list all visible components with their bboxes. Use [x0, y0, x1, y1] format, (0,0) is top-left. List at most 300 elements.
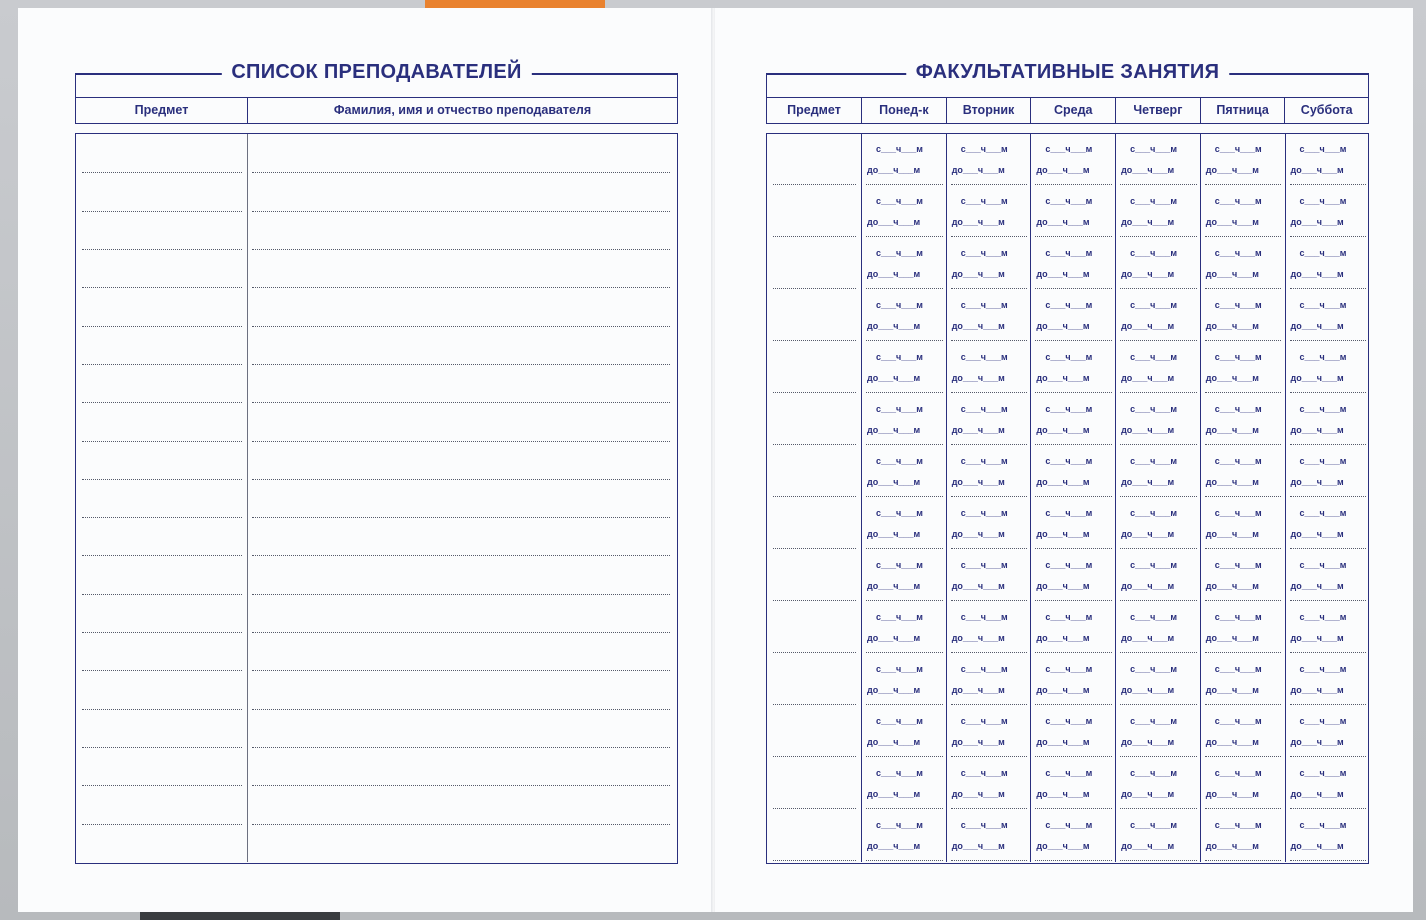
time-to-slot: до___ч___м [951, 165, 1005, 175]
time-from-slot: с___ч___м [1045, 144, 1093, 154]
time-from-slot: с___ч___м [876, 352, 923, 362]
time-to-slot: до___ч___м [1036, 373, 1090, 383]
time-from-slot: с___ч___м [1299, 352, 1347, 362]
time-from-slot: с___ч___м [1299, 820, 1347, 830]
slot-separator-line [1035, 808, 1112, 809]
time-to-slot: до___ч___м [1121, 425, 1175, 435]
page-title: СПИСОК ПРЕПОДАВАТЕЛЕЙ [221, 61, 531, 84]
time-from-slot: с___ч___м [1214, 456, 1262, 466]
time-to-slot: до___ч___м [1290, 477, 1344, 487]
time-from-slot: с___ч___м [960, 508, 1008, 518]
slot-separator-line [866, 756, 943, 757]
slot-separator-line [866, 444, 943, 445]
time-from-slot: с___ч___м [1214, 768, 1262, 778]
time-from-slot: с___ч___м [1130, 768, 1178, 778]
time-to-slot: до___ч___м [951, 581, 1005, 591]
time-from-slot: с___ч___м [1214, 404, 1262, 414]
time-from-slot: с___ч___м [1299, 768, 1347, 778]
time-to-slot: до___ч___м [951, 321, 1005, 331]
subject-write-line [82, 441, 242, 442]
time-to-slot: до___ч___м [867, 789, 921, 799]
time-to-slot: до___ч___м [951, 737, 1005, 747]
time-from-slot: с___ч___м [1130, 456, 1178, 466]
time-from-slot: с___ч___м [876, 664, 923, 674]
time-to-slot: до___ч___м [1036, 581, 1090, 591]
slot-separator-line [1290, 444, 1367, 445]
slot-separator-line [1205, 236, 1282, 237]
slot-separator-line [1290, 236, 1367, 237]
slot-separator-line [951, 808, 1028, 809]
subject-write-line [82, 709, 242, 710]
time-to-slot: до___ч___м [1205, 425, 1259, 435]
header-day-fri: Пятница [1201, 97, 1286, 123]
time-from-slot: с___ч___м [1130, 716, 1178, 726]
slot-separator-line [951, 548, 1028, 549]
time-from-slot: с___ч___м [1214, 352, 1262, 362]
time-from-slot: с___ч___м [1045, 196, 1093, 206]
time-to-slot: до___ч___м [1290, 529, 1344, 539]
slot-separator-line [951, 184, 1028, 185]
slot-separator-line [1120, 184, 1197, 185]
time-to-slot: до___ч___м [951, 633, 1005, 643]
subject-write-line [773, 236, 856, 237]
time-to-slot: до___ч___м [867, 165, 921, 175]
time-from-slot: с___ч___м [960, 716, 1008, 726]
slot-separator-line [1290, 756, 1367, 757]
time-from-slot: с___ч___м [1045, 612, 1093, 622]
time-to-slot: до___ч___м [1121, 633, 1175, 643]
slot-separator-line [1290, 392, 1367, 393]
slot-separator-line [1205, 704, 1282, 705]
header-top-rule [75, 97, 678, 98]
time-to-slot: до___ч___м [1036, 789, 1090, 799]
time-from-slot: с___ч___м [1045, 716, 1093, 726]
slot-separator-line [1290, 808, 1367, 809]
time-to-slot: до___ч___м [1290, 321, 1344, 331]
time-from-slot: с___ч___м [876, 508, 923, 518]
subject-write-line [82, 479, 242, 480]
time-to-slot: до___ч___м [1036, 633, 1090, 643]
slot-separator-line [951, 288, 1028, 289]
time-to-slot: до___ч___м [1205, 217, 1259, 227]
subject-write-line [773, 548, 856, 549]
column-divider [247, 134, 248, 862]
time-from-slot: с___ч___м [1045, 300, 1093, 310]
slot-separator-line [1290, 184, 1367, 185]
slot-separator-line [866, 548, 943, 549]
teacher-write-line [252, 785, 670, 786]
time-to-slot: до___ч___м [867, 269, 921, 279]
teacher-write-line [252, 594, 670, 595]
time-to-slot: до___ч___м [1205, 581, 1259, 591]
slot-separator-line [1205, 652, 1282, 653]
time-from-slot: с___ч___м [1214, 508, 1262, 518]
header-subject: Предмет [76, 97, 248, 123]
subject-write-line [773, 808, 856, 809]
time-from-slot: с___ч___м [1045, 248, 1093, 258]
teacher-write-line [252, 747, 670, 748]
teacher-write-line [252, 172, 670, 173]
slot-separator-line [1120, 288, 1197, 289]
time-to-slot: до___ч___м [1290, 633, 1344, 643]
time-from-slot: с___ч___м [1130, 404, 1178, 414]
slot-separator-line [1205, 184, 1282, 185]
time-to-slot: до___ч___м [867, 841, 921, 851]
time-from-slot: с___ч___м [1214, 300, 1262, 310]
slot-separator-line [1205, 340, 1282, 341]
slot-separator-line [1120, 808, 1197, 809]
time-to-slot: до___ч___м [1290, 841, 1344, 851]
time-to-slot: до___ч___м [1205, 477, 1259, 487]
slot-separator-line [1035, 392, 1112, 393]
time-from-slot: с___ч___м [1214, 612, 1262, 622]
time-to-slot: до___ч___м [1290, 269, 1344, 279]
slot-separator-line [951, 236, 1028, 237]
time-from-slot: с___ч___м [1130, 508, 1178, 518]
slot-separator-line [866, 392, 943, 393]
time-from-slot: с___ч___м [960, 664, 1008, 674]
time-to-slot: до___ч___м [867, 633, 921, 643]
time-from-slot: с___ч___м [1045, 664, 1093, 674]
time-to-slot: до___ч___м [1290, 165, 1344, 175]
slot-separator-line [1120, 496, 1197, 497]
time-from-slot: с___ч___м [960, 404, 1008, 414]
time-from-slot: с___ч___м [876, 768, 923, 778]
slot-separator-line [1205, 756, 1282, 757]
subject-write-line [82, 632, 242, 633]
title-frame [75, 73, 678, 97]
slot-separator-line [866, 288, 943, 289]
subject-write-line [773, 496, 856, 497]
slot-separator-line [1035, 600, 1112, 601]
header-day-thu: Четверг [1116, 97, 1201, 123]
electives-table [766, 133, 1369, 864]
time-from-slot: с___ч___м [876, 196, 923, 206]
subject-write-line [82, 824, 242, 825]
time-to-slot: до___ч___м [1121, 165, 1175, 175]
time-from-slot: с___ч___м [1130, 612, 1178, 622]
time-from-slot: с___ч___м [1045, 768, 1093, 778]
slot-separator-line [1035, 756, 1112, 757]
slot-separator-line [951, 756, 1028, 757]
slot-separator-line [1035, 548, 1112, 549]
slot-separator-line [1290, 288, 1367, 289]
subject-write-line [82, 747, 242, 748]
slot-separator-line [951, 496, 1028, 497]
slot-separator-line [866, 808, 943, 809]
slot-separator-line [951, 704, 1028, 705]
time-from-slot: с___ч___м [1299, 716, 1347, 726]
time-to-slot: до___ч___м [867, 373, 921, 383]
time-from-slot: с___ч___м [1130, 352, 1178, 362]
day-column-divider [1030, 134, 1031, 862]
subject-write-line [82, 555, 242, 556]
time-to-slot: до___ч___м [1205, 269, 1259, 279]
slot-separator-line [1290, 860, 1367, 861]
time-from-slot: с___ч___м [1130, 664, 1178, 674]
slot-separator-line [951, 652, 1028, 653]
slot-separator-line [866, 704, 943, 705]
time-from-slot: с___ч___м [1299, 300, 1347, 310]
slot-separator-line [1120, 756, 1197, 757]
slot-separator-line [1035, 860, 1112, 861]
time-from-slot: с___ч___м [1214, 196, 1262, 206]
time-to-slot: до___ч___м [1205, 737, 1259, 747]
time-from-slot: с___ч___м [1299, 508, 1347, 518]
teacher-write-line [252, 824, 670, 825]
time-from-slot: с___ч___м [876, 300, 923, 310]
teachers-table [75, 133, 678, 864]
time-from-slot: с___ч___м [1214, 248, 1262, 258]
time-to-slot: до___ч___м [1036, 217, 1090, 227]
slot-separator-line [1205, 392, 1282, 393]
time-from-slot: с___ч___м [960, 768, 1008, 778]
slot-separator-line [951, 600, 1028, 601]
time-from-slot: с___ч___м [876, 716, 923, 726]
time-to-slot: до___ч___м [1205, 841, 1259, 851]
time-from-slot: с___ч___м [1214, 820, 1262, 830]
slot-separator-line [1290, 600, 1367, 601]
teacher-write-line [252, 632, 670, 633]
time-from-slot: с___ч___м [960, 612, 1008, 622]
header-day-mon: Понед-к [862, 97, 947, 123]
time-from-slot: с___ч___м [1045, 820, 1093, 830]
time-from-slot: с___ч___м [1299, 612, 1347, 622]
time-to-slot: до___ч___м [1290, 789, 1344, 799]
time-to-slot: до___ч___м [1290, 425, 1344, 435]
time-to-slot: до___ч___м [1121, 321, 1175, 331]
teachers-header-row [75, 97, 678, 124]
slot-separator-line [1120, 444, 1197, 445]
time-from-slot: с___ч___м [876, 612, 923, 622]
time-to-slot: до___ч___м [1290, 581, 1344, 591]
slot-separator-line [951, 860, 1028, 861]
time-to-slot: до___ч___м [1036, 841, 1090, 851]
time-from-slot: с___ч___м [1045, 508, 1093, 518]
time-from-slot: с___ч___м [1214, 560, 1262, 570]
time-to-slot: до___ч___м [1036, 737, 1090, 747]
time-to-slot: до___ч___м [867, 529, 921, 539]
header-day-tue: Вторник [947, 97, 1032, 123]
time-to-slot: до___ч___м [1121, 737, 1175, 747]
subject-write-line [773, 600, 856, 601]
title-frame [766, 73, 1369, 97]
teacher-write-line [252, 402, 670, 403]
subject-write-line [82, 402, 242, 403]
time-to-slot: до___ч___м [867, 321, 921, 331]
time-to-slot: до___ч___м [867, 477, 921, 487]
time-to-slot: до___ч___м [1121, 217, 1175, 227]
header-subject: Предмет [767, 97, 862, 123]
subject-write-line [82, 326, 242, 327]
time-to-slot: до___ч___м [1205, 789, 1259, 799]
time-from-slot: с___ч___м [1130, 820, 1178, 830]
subject-write-line [773, 288, 856, 289]
time-to-slot: до___ч___м [1121, 841, 1175, 851]
slot-separator-line [866, 236, 943, 237]
slot-separator-line [1035, 340, 1112, 341]
time-to-slot: до___ч___м [1290, 737, 1344, 747]
teacher-write-line [252, 709, 670, 710]
slot-separator-line [1205, 548, 1282, 549]
time-to-slot: до___ч___м [1036, 529, 1090, 539]
time-to-slot: до___ч___м [1036, 321, 1090, 331]
header-day-wed: Среда [1031, 97, 1116, 123]
time-to-slot: до___ч___м [867, 581, 921, 591]
time-to-slot: до___ч___м [1290, 373, 1344, 383]
time-from-slot: с___ч___м [960, 300, 1008, 310]
subject-write-line [773, 704, 856, 705]
time-from-slot: с___ч___м [1045, 352, 1093, 362]
time-from-slot: с___ч___м [960, 352, 1008, 362]
time-to-slot: до___ч___м [951, 373, 1005, 383]
teacher-write-line [252, 326, 670, 327]
slot-separator-line [1205, 496, 1282, 497]
subject-write-line [82, 172, 242, 173]
time-to-slot: до___ч___м [1036, 165, 1090, 175]
time-from-slot: с___ч___м [1130, 560, 1178, 570]
time-from-slot: с___ч___м [876, 404, 923, 414]
slot-separator-line [1035, 288, 1112, 289]
time-to-slot: до___ч___м [1121, 529, 1175, 539]
subject-write-line [773, 756, 856, 757]
subject-write-line [773, 444, 856, 445]
time-from-slot: с___ч___м [876, 820, 923, 830]
right-page [714, 8, 1413, 912]
slot-separator-line [1290, 548, 1367, 549]
time-to-slot: до___ч___м [1036, 269, 1090, 279]
time-from-slot: с___ч___м [876, 456, 923, 466]
day-column-divider [861, 134, 862, 862]
time-from-slot: с___ч___м [1214, 144, 1262, 154]
time-from-slot: с___ч___м [960, 820, 1008, 830]
day-column-divider [1285, 134, 1286, 862]
time-from-slot: с___ч___м [960, 560, 1008, 570]
time-to-slot: до___ч___м [1205, 685, 1259, 695]
teacher-write-line [252, 249, 670, 250]
subject-write-line [82, 287, 242, 288]
time-to-slot: до___ч___м [1205, 321, 1259, 331]
slot-separator-line [1120, 392, 1197, 393]
time-from-slot: с___ч___м [876, 560, 923, 570]
time-to-slot: до___ч___м [1205, 373, 1259, 383]
time-to-slot: до___ч___м [951, 217, 1005, 227]
subject-write-line [82, 785, 242, 786]
teacher-write-line [252, 670, 670, 671]
time-to-slot: до___ч___м [951, 425, 1005, 435]
subject-write-line [82, 211, 242, 212]
time-to-slot: до___ч___м [951, 269, 1005, 279]
time-from-slot: с___ч___м [960, 456, 1008, 466]
time-from-slot: с___ч___м [1130, 196, 1178, 206]
day-column-divider [1200, 134, 1201, 862]
teacher-write-line [252, 287, 670, 288]
header-teacher-name: Фамилия, имя и отчество преподавателя [333, 103, 592, 117]
slot-separator-line [951, 392, 1028, 393]
time-from-slot: с___ч___м [1214, 664, 1262, 674]
slot-separator-line [1035, 236, 1112, 237]
time-to-slot: до___ч___м [1121, 789, 1175, 799]
time-from-slot: с___ч___м [1299, 404, 1347, 414]
subject-write-line [773, 392, 856, 393]
time-from-slot: с___ч___м [1299, 456, 1347, 466]
slot-separator-line [866, 496, 943, 497]
time-from-slot: с___ч___м [1130, 300, 1178, 310]
time-from-slot: с___ч___м [1299, 144, 1347, 154]
time-from-slot: с___ч___м [876, 248, 923, 258]
subject-write-line [773, 652, 856, 653]
time-from-slot: с___ч___м [960, 196, 1008, 206]
slot-separator-line [1120, 340, 1197, 341]
subject-write-line [82, 670, 242, 671]
slot-separator-line [1205, 808, 1282, 809]
time-to-slot: до___ч___м [867, 425, 921, 435]
day-column-divider [946, 134, 947, 862]
time-from-slot: с___ч___м [1045, 456, 1093, 466]
time-to-slot: до___ч___м [951, 789, 1005, 799]
time-to-slot: до___ч___м [1290, 685, 1344, 695]
slot-separator-line [1205, 288, 1282, 289]
subject-write-line [82, 517, 242, 518]
slot-separator-line [1205, 600, 1282, 601]
slot-separator-line [866, 652, 943, 653]
time-to-slot: до___ч___м [951, 529, 1005, 539]
subject-write-line [773, 860, 856, 861]
teacher-write-line [252, 479, 670, 480]
teacher-write-line [252, 517, 670, 518]
teacher-write-line [252, 364, 670, 365]
time-from-slot: с___ч___м [1045, 560, 1093, 570]
slot-separator-line [1035, 184, 1112, 185]
time-to-slot: до___ч___м [1121, 477, 1175, 487]
slot-separator-line [1120, 236, 1197, 237]
header-day-sat: Суббота [1300, 103, 1353, 117]
slot-separator-line [1290, 652, 1367, 653]
subject-write-line [773, 184, 856, 185]
slot-separator-line [951, 340, 1028, 341]
slot-separator-line [951, 444, 1028, 445]
slot-separator-line [866, 600, 943, 601]
left-page [18, 8, 715, 912]
time-from-slot: с___ч___м [1299, 248, 1347, 258]
subject-write-line [82, 249, 242, 250]
slot-separator-line [1120, 652, 1197, 653]
subject-write-line [82, 594, 242, 595]
electives-header-row [766, 97, 1369, 124]
slot-separator-line [1290, 496, 1367, 497]
time-to-slot: до___ч___м [951, 477, 1005, 487]
slot-separator-line [1205, 860, 1282, 861]
time-to-slot: до___ч___м [951, 685, 1005, 695]
page-title: ФАКУЛЬТАТИВНЫЕ ЗАНЯТИЯ [906, 61, 1230, 84]
time-to-slot: до___ч___м [1121, 685, 1175, 695]
teacher-write-line [252, 441, 670, 442]
slot-separator-line [1290, 340, 1367, 341]
time-to-slot: до___ч___м [1205, 529, 1259, 539]
slot-separator-line [1205, 444, 1282, 445]
slot-separator-line [1035, 704, 1112, 705]
time-to-slot: до___ч___м [1121, 581, 1175, 591]
time-from-slot: с___ч___м [1214, 716, 1262, 726]
time-from-slot: с___ч___м [960, 248, 1008, 258]
slot-separator-line [866, 340, 943, 341]
time-to-slot: до___ч___м [1036, 425, 1090, 435]
time-to-slot: до___ч___м [867, 217, 921, 227]
time-to-slot: до___ч___м [1205, 165, 1259, 175]
time-to-slot: до___ч___м [1036, 685, 1090, 695]
time-to-slot: до___ч___м [1121, 269, 1175, 279]
time-from-slot: с___ч___м [1299, 664, 1347, 674]
